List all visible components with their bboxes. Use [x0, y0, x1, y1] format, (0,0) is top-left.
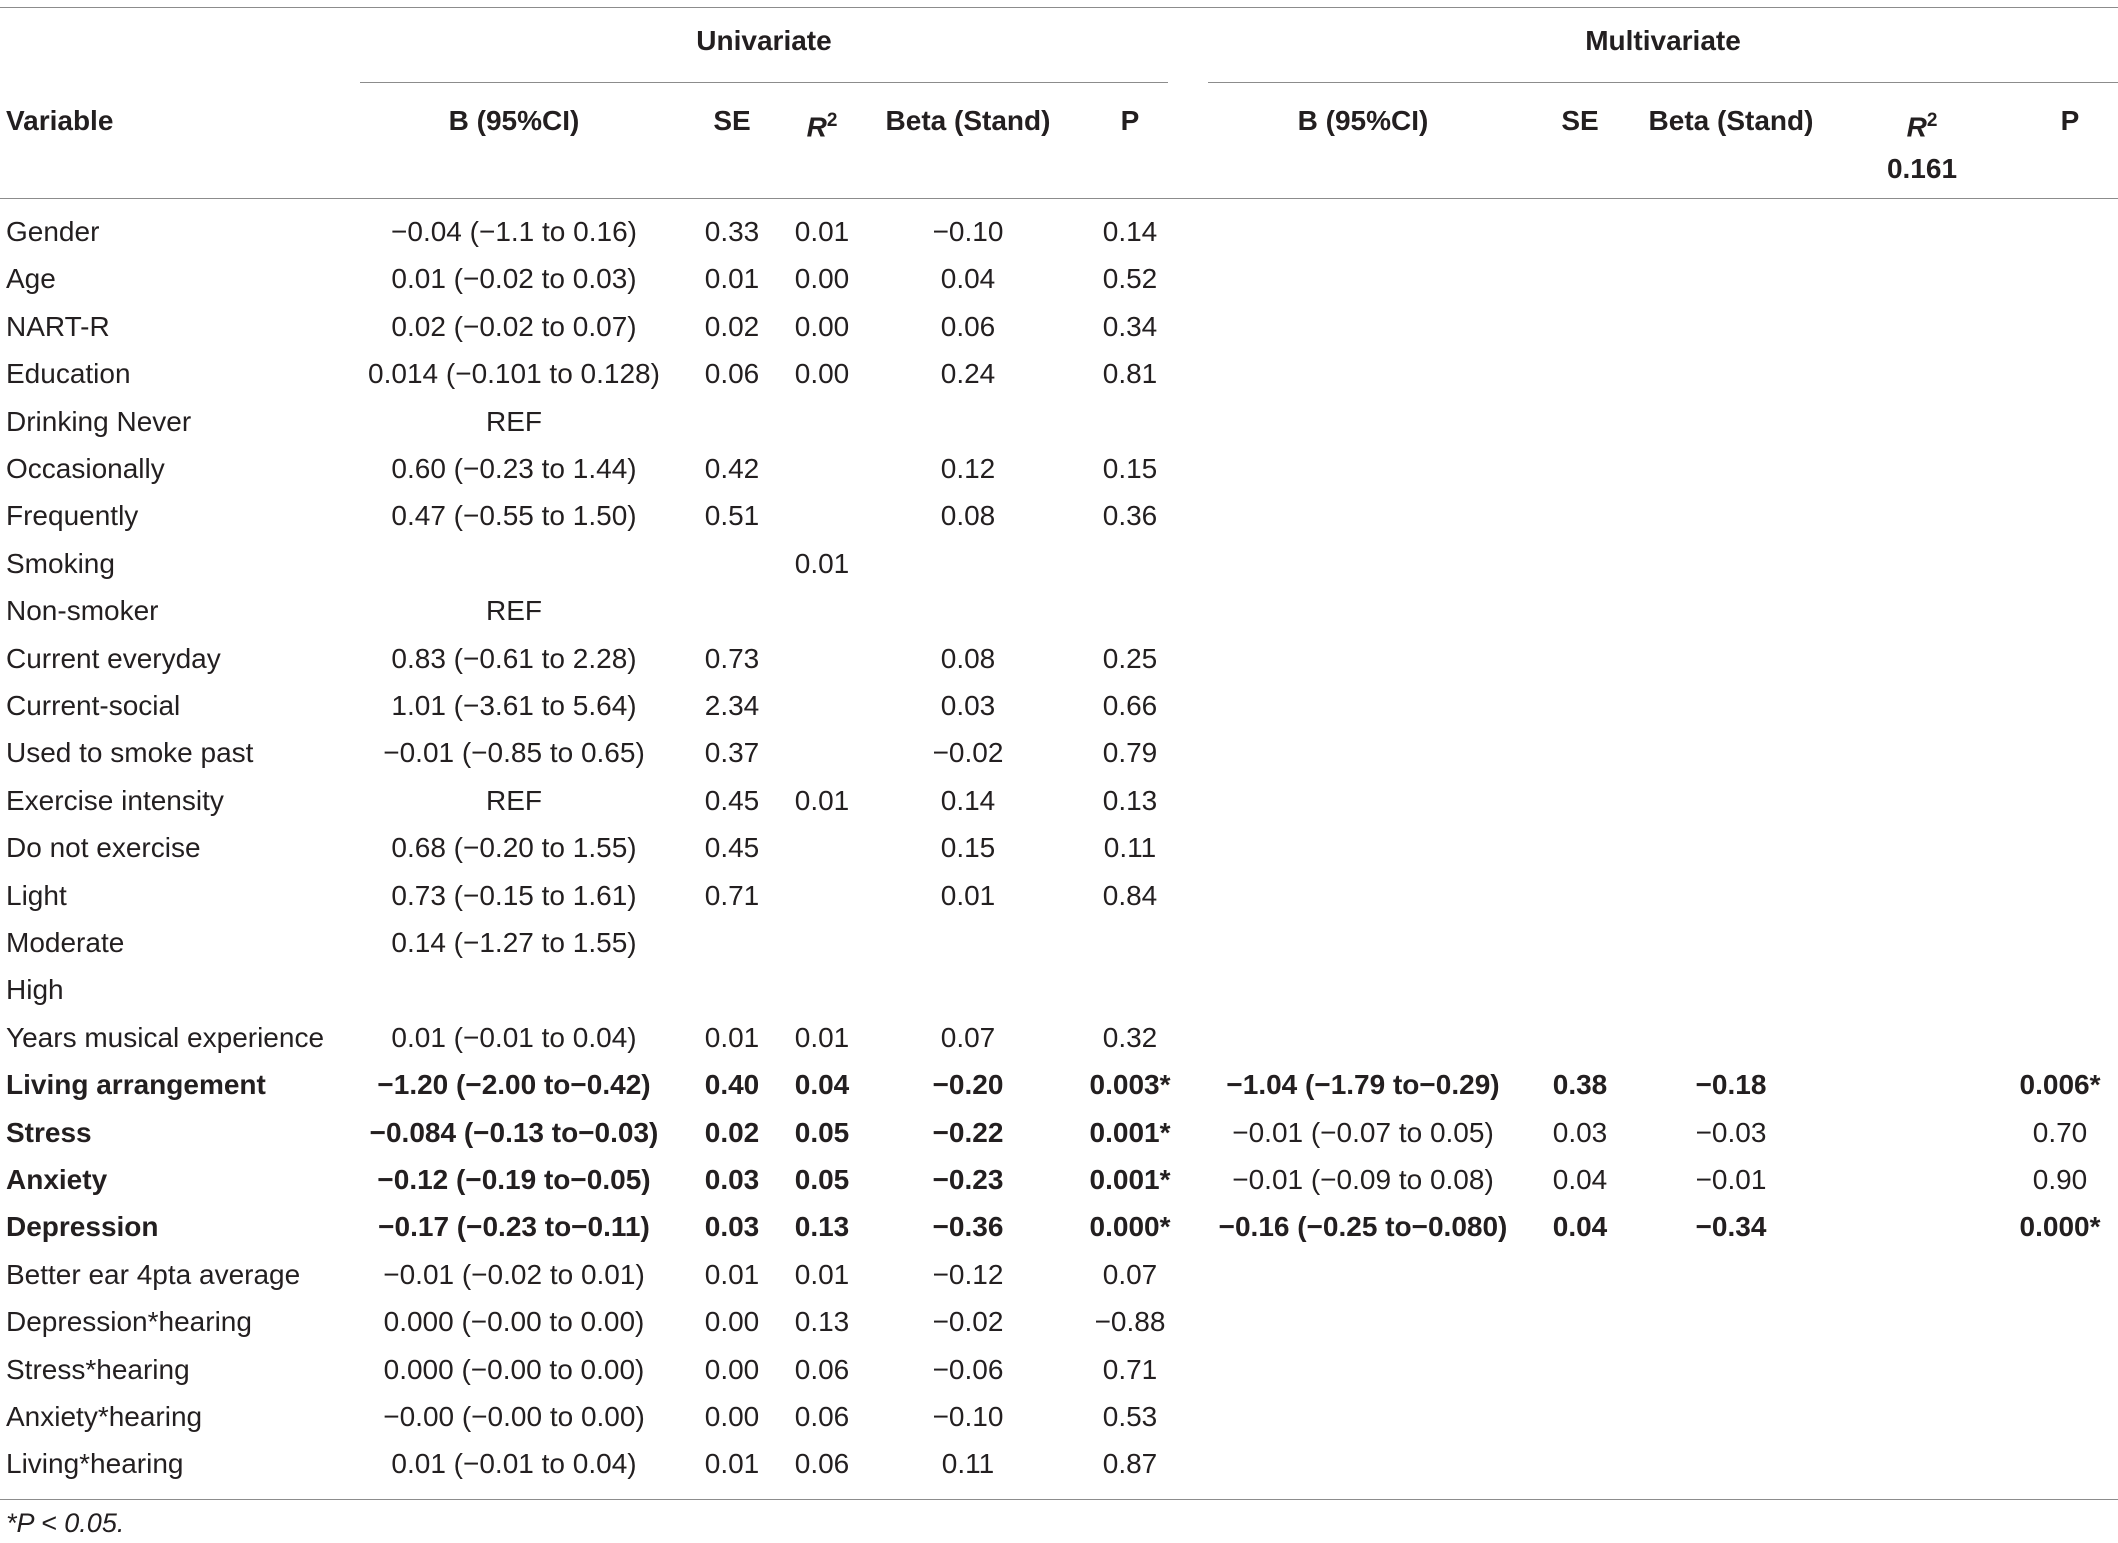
- cell-univariate-b: −0.04 (−1.1 to 0.16): [391, 216, 637, 247]
- cell-variable: Drinking Never: [6, 405, 192, 437]
- table-row: [0, 445, 2118, 492]
- cell-univariate-beta: 0.06: [940, 310, 996, 342]
- cell-univariate-p: 0.79: [1102, 737, 1158, 769]
- col-header-univariate-se: SE: [713, 105, 751, 136]
- table-row: [0, 255, 2118, 302]
- table-row: [0, 824, 2118, 871]
- cell-univariate-p: 0.000*: [1089, 1211, 1171, 1243]
- table-row: [0, 635, 2118, 682]
- cell-univariate-beta: −0.36: [932, 1211, 1004, 1243]
- cell-variable: Smoking: [6, 547, 115, 579]
- table-row: [0, 966, 2118, 1013]
- cell-variable: Anxiety: [6, 1164, 108, 1195]
- cell-univariate-se: 0.02: [704, 310, 760, 342]
- col-header-univariate-beta: Beta (Stand): [885, 105, 1051, 136]
- cell-univariate-r2: 0.04: [794, 1069, 850, 1101]
- cell-multivariate-se: 0.38: [1552, 1069, 1608, 1101]
- table-row: [0, 777, 2118, 824]
- cell-univariate-b: −1.20 (−2.00 to−0.42): [377, 1069, 651, 1101]
- cell-univariate-p: 0.36: [1102, 500, 1158, 532]
- cell-multivariate-se: 0.03: [1552, 1116, 1608, 1148]
- cell-multivariate-b: −0.01 (−0.09 to 0.08): [1232, 1164, 1494, 1195]
- cell-univariate-b: 0.47 (−0.55 to 1.50): [391, 500, 637, 532]
- cell-univariate-r2: 0.00: [794, 358, 850, 390]
- cell-variable: Age: [6, 263, 56, 295]
- cell-multivariate-b: −1.04 (−1.79 to−0.29): [1226, 1069, 1500, 1101]
- cell-univariate-p: 0.001*: [1089, 1164, 1171, 1195]
- cell-univariate-se: 0.37: [704, 737, 760, 769]
- cell-univariate-se: 0.03: [704, 1211, 760, 1243]
- table-row: [0, 492, 2118, 539]
- group-header-univariate: Univariate: [696, 25, 832, 56]
- cell-univariate-beta: 0.08: [940, 500, 996, 532]
- cell-variable: Used to smoke past: [6, 737, 254, 769]
- table-row: [0, 540, 2118, 587]
- cell-multivariate-b: −0.16 (−0.25 to−0.080): [1218, 1211, 1508, 1243]
- table-row: [0, 350, 2118, 397]
- cell-univariate-p: 0.13: [1102, 784, 1158, 816]
- cell-univariate-r2: 0.01: [794, 784, 850, 816]
- cell-univariate-se: 0.03: [704, 1164, 760, 1195]
- table-row: [0, 1298, 2118, 1345]
- table-row: [0, 1393, 2118, 1440]
- cell-variable: Depression: [6, 1211, 159, 1243]
- table-bottom-rule: [0, 1499, 2118, 1500]
- cell-univariate-b: REF: [486, 595, 542, 627]
- cell-univariate-b: 0.01 (−0.01 to 0.04): [391, 1448, 637, 1480]
- cell-univariate-p: 0.34: [1102, 310, 1158, 342]
- cell-univariate-b: −0.12 (−0.19 to−0.05): [377, 1164, 651, 1195]
- cell-variable: Anxiety*hearing: [6, 1401, 203, 1432]
- cell-multivariate-beta: −0.03: [1695, 1116, 1767, 1148]
- cell-univariate-p: 0.14: [1102, 216, 1158, 247]
- cell-univariate-r2: 0.06: [794, 1353, 850, 1385]
- cell-variable: Occasionally: [6, 453, 165, 484]
- cell-univariate-p: 0.001*: [1089, 1116, 1171, 1148]
- cell-univariate-se: 0.45: [704, 784, 760, 816]
- cell-univariate-se: 0.33: [704, 216, 760, 247]
- footnote: *P < 0.05.: [6, 1508, 125, 1538]
- cell-univariate-beta: −0.23: [932, 1164, 1004, 1195]
- cell-variable: Light: [6, 879, 67, 911]
- cell-univariate-r2: 0.00: [794, 310, 850, 342]
- cell-variable: Stress: [6, 1116, 92, 1148]
- cell-variable: Depression*hearing: [6, 1306, 252, 1338]
- table-row: [0, 1014, 2118, 1061]
- cell-univariate-b: −0.01 (−0.85 to 0.65): [383, 737, 645, 769]
- cell-multivariate-se: 0.04: [1552, 1164, 1608, 1195]
- cell-univariate-r2: 0.00: [794, 263, 850, 295]
- cell-variable: Exercise intensity: [6, 784, 224, 816]
- cell-variable: Frequently: [6, 500, 139, 532]
- table-row: [0, 1440, 2118, 1487]
- univariate-rule: [360, 82, 1168, 83]
- col-header-variable: Variable: [6, 105, 114, 136]
- cell-univariate-b: 0.01 (−0.01 to 0.04): [391, 1021, 637, 1053]
- cell-univariate-se: 0.45: [704, 832, 760, 864]
- cell-univariate-se: 0.51: [704, 500, 760, 532]
- cell-univariate-p: 0.25: [1102, 642, 1158, 674]
- cell-univariate-b: 0.83 (−0.61 to 2.28): [391, 642, 637, 674]
- cell-univariate-p: 0.66: [1102, 690, 1158, 721]
- cell-univariate-b: 0.01 (−0.02 to 0.03): [391, 263, 637, 295]
- cell-univariate-p: 0.003*: [1089, 1069, 1171, 1101]
- cell-univariate-b: −0.17 (−0.23 to−0.11): [378, 1211, 650, 1243]
- cell-univariate-beta: 0.14: [940, 784, 996, 816]
- cell-univariate-b: −0.084 (−0.13 to−0.03): [369, 1116, 659, 1148]
- table-row: [0, 303, 2118, 350]
- cell-univariate-r2: 0.01: [794, 1021, 850, 1053]
- cell-variable: NART-R: [6, 310, 110, 342]
- cell-univariate-beta: 0.01: [940, 879, 996, 911]
- table-row: [0, 208, 2118, 255]
- cell-variable: Gender: [6, 216, 100, 247]
- multivariate-rule: [1208, 82, 2118, 83]
- cell-univariate-beta: −0.02: [932, 1306, 1004, 1338]
- col-header-univariate-b: B (95%CI): [448, 105, 580, 136]
- cell-univariate-se: 0.01: [704, 1448, 760, 1480]
- cell-multivariate-p: 0.90: [2032, 1164, 2088, 1195]
- cell-univariate-p: 0.81: [1102, 358, 1158, 390]
- cell-univariate-r2: 0.13: [794, 1306, 850, 1338]
- cell-univariate-beta: −0.10: [932, 1401, 1004, 1432]
- col-header-multivariate-b: B (95%CI): [1297, 105, 1429, 136]
- cell-univariate-r2: 0.05: [794, 1164, 850, 1195]
- table-row: [0, 872, 2118, 919]
- cell-variable: Current everyday: [6, 642, 221, 674]
- cell-multivariate-beta: −0.34: [1695, 1211, 1767, 1243]
- cell-univariate-beta: 0.12: [940, 453, 996, 484]
- cell-univariate-se: 0.00: [704, 1306, 760, 1338]
- cell-variable: Living*hearing: [6, 1448, 184, 1480]
- cell-univariate-p: 0.11: [1103, 832, 1157, 864]
- cell-univariate-beta: −0.20: [932, 1069, 1004, 1101]
- cell-variable: Non-smoker: [6, 595, 159, 627]
- cell-multivariate-b: −0.01 (−0.07 to 0.05): [1232, 1116, 1494, 1148]
- cell-multivariate-p: 0.006*: [2019, 1069, 2101, 1101]
- table-row: [0, 1251, 2118, 1298]
- cell-multivariate-beta: −0.01: [1695, 1164, 1767, 1195]
- cell-variable: Living arrangement: [6, 1069, 266, 1101]
- cell-univariate-se: 0.01: [704, 263, 760, 295]
- cell-univariate-beta: 0.08: [940, 642, 996, 674]
- cell-univariate-se: 0.40: [704, 1069, 760, 1101]
- cell-univariate-r2: 0.05: [794, 1116, 850, 1148]
- cell-univariate-p: 0.32: [1102, 1021, 1158, 1053]
- cell-variable: Moderate: [6, 927, 125, 958]
- cell-variable: Stress*hearing: [6, 1353, 190, 1385]
- cell-univariate-se: 0.00: [704, 1401, 760, 1432]
- cell-multivariate-beta: −0.18: [1695, 1069, 1767, 1101]
- col-header-multivariate-se: SE: [1561, 105, 1599, 136]
- cell-univariate-se: 0.71: [704, 879, 760, 911]
- cell-univariate-p: −0.88: [1094, 1306, 1166, 1338]
- cell-univariate-r2: 0.01: [794, 216, 850, 247]
- cell-univariate-beta: −0.02: [932, 737, 1004, 769]
- cell-univariate-b: 0.02 (−0.02 to 0.07): [391, 310, 637, 342]
- group-header-multivariate: Multivariate: [1585, 25, 1741, 56]
- cell-variable: Do not exercise: [6, 832, 201, 864]
- cell-univariate-se: 0.02: [704, 1116, 760, 1148]
- cell-univariate-se: 0.01: [704, 1021, 760, 1053]
- cell-univariate-p: 0.53: [1102, 1401, 1158, 1432]
- cell-univariate-beta: −0.12: [932, 1258, 1004, 1290]
- header-bottom-rule: [0, 198, 2118, 199]
- table-row: [0, 398, 2118, 445]
- cell-univariate-b: 0.000 (−0.00 to 0.00): [383, 1306, 645, 1338]
- table-row: [0, 919, 2118, 966]
- cell-univariate-beta: 0.07: [940, 1021, 996, 1053]
- cell-univariate-b: 0.000 (−0.00 to 0.00): [383, 1353, 645, 1385]
- cell-univariate-se: 0.06: [704, 358, 760, 390]
- col-header-univariate-r2: $R^2$: [806, 110, 838, 143]
- cell-univariate-beta: 0.15: [940, 832, 996, 864]
- col-header-multivariate-beta: Beta (Stand): [1648, 105, 1814, 136]
- cell-variable: High: [6, 974, 64, 1006]
- cell-univariate-se: 2.34: [704, 690, 760, 721]
- cell-univariate-beta: −0.06: [932, 1353, 1004, 1385]
- cell-variable: Current-social: [6, 690, 181, 721]
- col-header-multivariate-r2: $R^2$ 0.161: [1886, 110, 1958, 185]
- cell-univariate-b: −0.01 (−0.02 to 0.01): [383, 1258, 645, 1290]
- cell-univariate-p: 0.52: [1102, 263, 1158, 295]
- cell-univariate-b: 0.014 (−0.101 to 0.128): [368, 358, 660, 390]
- cell-univariate-r2: 0.06: [794, 1401, 850, 1432]
- col-header-multivariate-p: P: [2060, 105, 2080, 136]
- table-row: [0, 1109, 2118, 1156]
- cell-univariate-beta: 0.03: [940, 690, 996, 721]
- cell-univariate-p: 0.84: [1102, 879, 1158, 911]
- cell-univariate-se: 0.73: [704, 642, 760, 674]
- table-row: [0, 587, 2118, 634]
- cell-univariate-b: REF: [486, 784, 542, 816]
- cell-univariate-p: 0.07: [1102, 1258, 1158, 1290]
- table-row: [0, 1203, 2118, 1250]
- cell-univariate-beta: −0.10: [932, 216, 1004, 247]
- cell-univariate-beta: 0.24: [940, 358, 996, 390]
- cell-univariate-b: 0.14 (−1.27 to 1.55): [391, 927, 637, 958]
- cell-univariate-se: 0.42: [704, 453, 760, 484]
- cell-univariate-beta: 0.11: [941, 1448, 995, 1480]
- cell-variable: Years musical experience: [6, 1021, 325, 1053]
- cell-univariate-p: 0.71: [1102, 1353, 1158, 1385]
- col-header-univariate-p: P: [1120, 105, 1140, 136]
- multivariate-r2-value: 0.161: [1886, 153, 1958, 185]
- cell-univariate-se: 0.00: [704, 1353, 760, 1385]
- cell-univariate-b: 1.01 (−3.61 to 5.64): [391, 690, 637, 721]
- cell-univariate-b: 0.60 (−0.23 to 1.44): [391, 453, 637, 484]
- cell-variable: Better ear 4pta average: [6, 1258, 301, 1290]
- cell-univariate-b: 0.68 (−0.20 to 1.55): [391, 832, 637, 864]
- cell-univariate-b: −0.00 (−0.00 to 0.00): [383, 1401, 645, 1432]
- cell-univariate-r2: 0.06: [794, 1448, 850, 1480]
- cell-multivariate-p: 0.70: [2032, 1116, 2088, 1148]
- cell-univariate-b: 0.73 (−0.15 to 1.61): [391, 879, 637, 911]
- cell-univariate-beta: −0.22: [932, 1116, 1004, 1148]
- cell-univariate-p: 0.15: [1102, 453, 1158, 484]
- cell-univariate-b: REF: [486, 405, 542, 437]
- table-row: [0, 682, 2118, 729]
- table-row: [0, 729, 2118, 776]
- table-row: [0, 1346, 2118, 1393]
- cell-univariate-r2: 0.13: [794, 1211, 850, 1243]
- cell-multivariate-se: 0.04: [1552, 1211, 1608, 1243]
- cell-univariate-p: 0.87: [1102, 1448, 1158, 1480]
- cell-multivariate-p: 0.000*: [2019, 1211, 2101, 1243]
- cell-variable: Education: [6, 358, 131, 390]
- table-row: [0, 1061, 2118, 1108]
- cell-univariate-r2: 0.01: [794, 547, 850, 579]
- cell-univariate-beta: 0.04: [940, 263, 996, 295]
- table-row: [0, 1156, 2118, 1203]
- cell-univariate-se: 0.01: [704, 1258, 760, 1290]
- cell-univariate-r2: 0.01: [794, 1258, 850, 1290]
